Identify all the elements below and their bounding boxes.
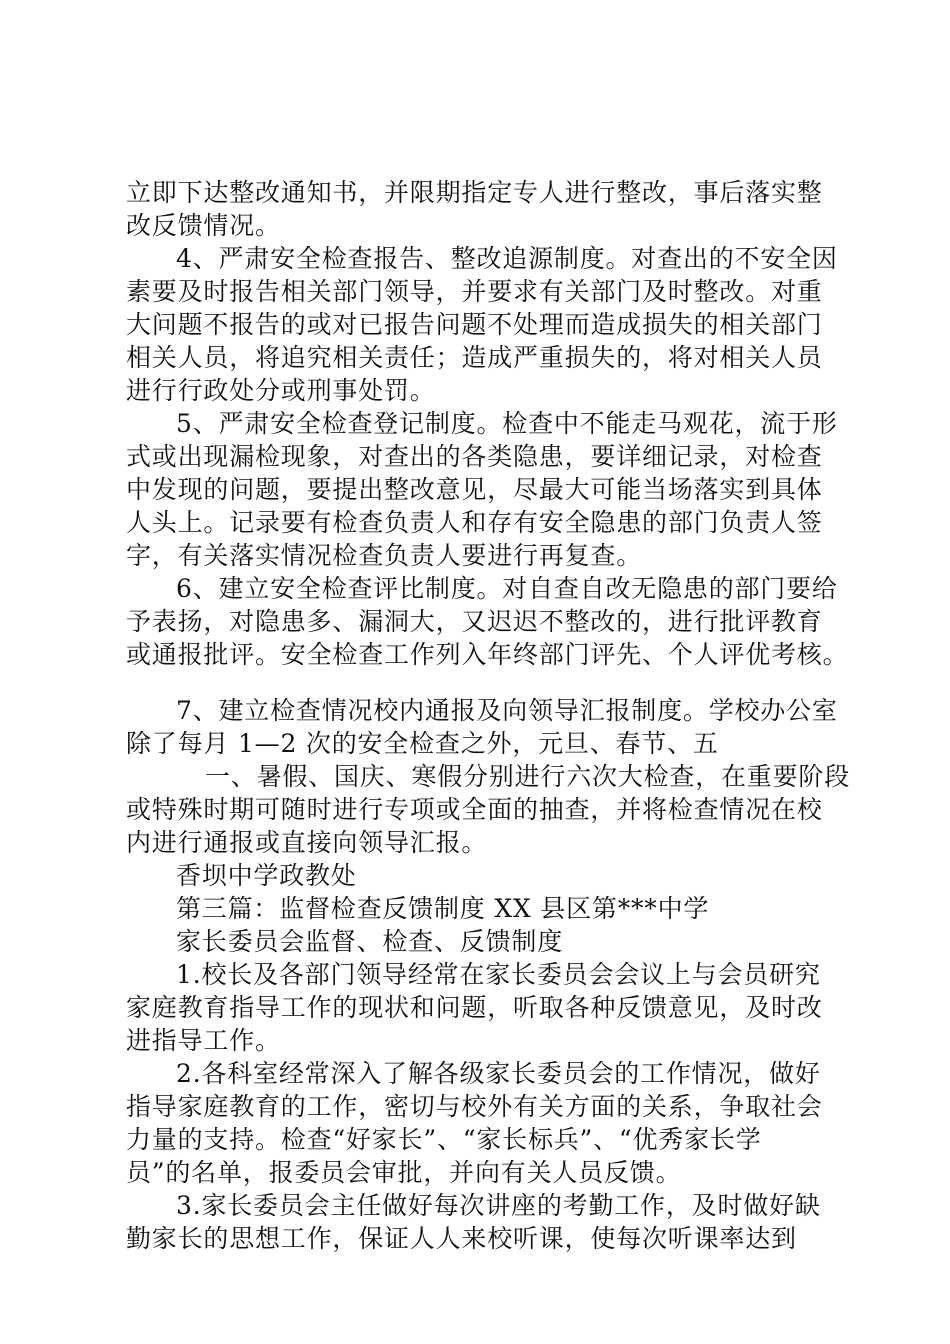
text-line: 或特殊时期可随时进行专项或全面的抽查，并将检查情况在校 <box>126 795 823 824</box>
text-line: 中发现的问题，要提出整改意见，尽最大可能当场落实到具体 <box>126 475 823 504</box>
text-line: 7、建立检查情况校内通报及向领导汇报制度。学校办公室 <box>176 696 838 725</box>
text-line: 大问题不报告的或对已报告问题不处理而造成损失的相关部门 <box>126 310 823 339</box>
text-line: 6、建立安全检查评比制度。对自查自改无隐患的部门要给 <box>176 574 838 603</box>
text-line: 3.家长委员会主任做好每次讲座的考勤工作，及时做好缺 <box>176 1191 821 1220</box>
text-line: 员”的名单，报委员会审批，并向有关人员反馈。 <box>126 1158 682 1187</box>
text-line: 人头上。记录要有检查负责人和存有安全隐患的部门负责人签 <box>126 508 823 537</box>
text-line: 勤家长的思想工作，保证人人来校听课，使每次听课率达到 <box>126 1224 797 1253</box>
text-line: 一、暑假、国庆、寒假分别进行六次大检查，在重要阶段 <box>205 762 851 791</box>
text-line: 相关人员，将追究相关责任；造成严重损失的，将对相关人员 <box>126 343 823 372</box>
text-line: 家长委员会监督、检查、反馈制度 <box>176 927 564 956</box>
text-line: 式或出现漏检现象，对查出的各类隐患，要详细记录，对检查 <box>126 442 823 471</box>
text-line: 2.各科室经常深入了解各级家长委员会的工作情况，做好 <box>176 1059 821 1088</box>
text-line: 予表扬，对隐患多、漏洞大，又迟迟不整改的，进行批评教育 <box>126 607 823 636</box>
text-line: 力量的支持。检查“好家长”、“家长标兵”、“优秀家长学 <box>126 1125 762 1154</box>
text-line: 改反馈情况。 <box>126 211 281 240</box>
text-line: 家庭教育指导工作的现状和问题，听取各种反馈意见，及时改 <box>126 993 823 1022</box>
text-line: 5、严肃安全检查登记制度。检查中不能走马观花，流于形 <box>176 409 838 438</box>
text-line: 内进行通报或直接向领导汇报。 <box>126 828 488 857</box>
text-line: 立即下达整改通知书，并限期指定专人进行整改，事后落实整 <box>126 178 823 207</box>
text-line: 或通报批评。安全检查工作列入年终部门评先、个人评优考核。 <box>126 640 849 669</box>
text-line: 进指导工作。 <box>126 1026 281 1055</box>
text-line: 素要及时报告相关部门领导，并要求有关部门及时整改。对重 <box>126 277 823 306</box>
text-line: 第三篇：监督检查反馈制度 XX 县区第***中学 <box>176 894 710 923</box>
text-line: 4、严肃安全检查报告、整改追源制度。对查出的不安全因 <box>176 244 838 273</box>
text-line: 1.校长及各部门领导经常在家长委员会会议上与会员研究 <box>176 960 821 989</box>
text-line: 除了每月 1—2 次的安全检查之外，元旦、春节、五 <box>126 729 719 758</box>
text-line: 字，有关落实情况检查负责人要进行再复查。 <box>126 541 643 570</box>
text-line: 指导家庭教育的工作，密切与校外有关方面的关系，争取社会 <box>126 1092 823 1121</box>
text-line: 进行行政处分或刑事处罚。 <box>126 376 436 405</box>
text-line: 香坝中学政教处 <box>176 861 357 890</box>
